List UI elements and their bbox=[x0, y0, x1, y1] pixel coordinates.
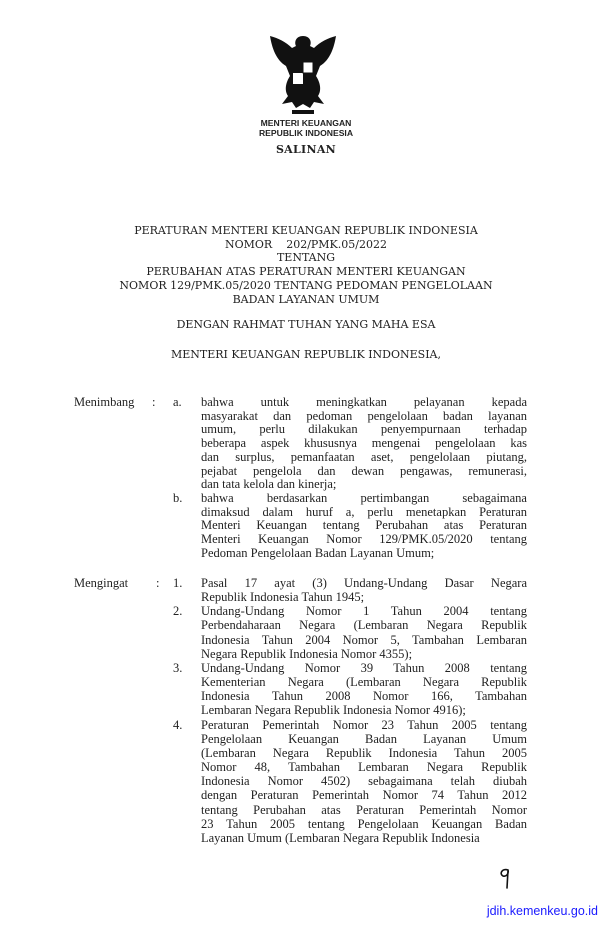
colon: : bbox=[152, 395, 156, 409]
text-line: Lembaran Negara Republik Indonesia Nomor 4916); bbox=[201, 703, 466, 718]
text-line: masyarakat dan pedoman pengelolaan badan layanan bbox=[201, 408, 527, 423]
text-line: Perbendaharaan Negara (Lembaran Negara Republik bbox=[201, 618, 527, 633]
text-line: Pengelolaan Keuangan Badan Layanan Umum bbox=[201, 731, 527, 746]
text-line: Negara Republik Indonesia Nomor 4355); bbox=[201, 646, 413, 661]
title-line: BADAN LAYANAN UMUM bbox=[232, 292, 380, 306]
item-text bbox=[201, 576, 527, 604]
authority: MENTERI KEUANGAN REPUBLIK INDONESIA, bbox=[170, 348, 442, 361]
institution-line-2: REPUBLIK INDONESIA bbox=[258, 128, 354, 138]
text-line: Undang-Undang Nomor 39 Tahun 2008 tentang bbox=[201, 660, 527, 675]
title-line: PERATURAN MENTERI KEUANGAN REPUBLIK INDONESIA bbox=[134, 224, 478, 237]
institution-line-1: MENTERI KEUANGAN bbox=[260, 118, 352, 128]
text-line: dimaksud dalam huruf a, perlu menetapkan Peraturan bbox=[201, 504, 527, 519]
salinan-stamp: SALINAN bbox=[275, 143, 337, 156]
mengingat-item bbox=[74, 576, 527, 604]
mengingat-item bbox=[74, 604, 527, 661]
paraf-initial bbox=[496, 866, 516, 892]
text-line: pejabat pengelola dan dewan pengawas, remunerasi, bbox=[201, 463, 527, 478]
mengingat-item bbox=[74, 661, 527, 718]
menimbang-label: Menimbang bbox=[74, 395, 135, 409]
text-line: (Lembaran Negara Republik Indonesia Tahun 2005 bbox=[201, 745, 527, 760]
text-line: bahwa untuk meningkatkan pelayanan kepada bbox=[201, 395, 527, 409]
text-line: 23 Tahun 2005 tentang Pengelolaan Keuangan Badan bbox=[201, 816, 527, 831]
mengingat-section bbox=[74, 576, 527, 845]
text-line: dengan Peraturan Pemerintah Nomor 74 Tahun 2012 bbox=[201, 788, 527, 803]
text-line: Republik Indonesia Tahun 1945; bbox=[201, 590, 365, 605]
text-line: Peraturan Pemerintah Nomor 23 Tahun 2005 tentang bbox=[201, 717, 527, 732]
mengingat-label: Mengingat bbox=[74, 576, 129, 590]
title-line: TENTANG bbox=[276, 251, 336, 265]
item-marker: 3. bbox=[173, 660, 183, 675]
garuda-emblem-icon bbox=[266, 32, 340, 116]
item-text bbox=[201, 396, 527, 492]
item-marker: 4. bbox=[173, 717, 183, 732]
text-line: Kementerian Negara (Lembaran Negara Republik bbox=[201, 675, 527, 690]
jdih-link[interactable]: jdih.kemenkeu.go.id bbox=[486, 904, 598, 918]
text-line: Indonesia Tahun 2008 Nomor 166, Tambahan bbox=[201, 689, 527, 704]
menimbang-item bbox=[74, 396, 527, 492]
text-line: Menteri Keuangan tentang Perubahan atas Peraturan bbox=[201, 518, 527, 533]
regulation-title bbox=[0, 224, 612, 306]
colon: : bbox=[156, 576, 160, 590]
text-line: Pasal 17 ayat (3) Undang-Undang Dasar Negara bbox=[201, 576, 527, 590]
item-text bbox=[201, 492, 527, 561]
text-line: Nomor 48, Tambahan Lembaran Negara Republik bbox=[201, 760, 527, 775]
text-line: beberapa aspek khususnya mengenai pengelolaan kas bbox=[201, 436, 527, 451]
item-marker: 1. bbox=[173, 576, 183, 590]
text-line: tentang Perubahan atas Peraturan Pemerintah Nomor bbox=[201, 802, 527, 817]
item-text bbox=[201, 661, 527, 718]
mengingat-item bbox=[74, 718, 527, 845]
menimbang-section bbox=[74, 396, 527, 560]
text-line: dan tata kelola dan kinerja; bbox=[201, 477, 337, 492]
text-line: Indonesia Nomor 4502) sebagaimana telah diubah bbox=[201, 774, 527, 789]
item-marker: b. bbox=[173, 490, 183, 505]
item-marker: a. bbox=[173, 395, 182, 409]
text-line: Menteri Keuangan Nomor 129/PMK.05/2020 tentang bbox=[201, 532, 527, 547]
title-line: NOMOR 129/PMK.05/2020 TENTANG PEDOMAN PENGELOLAAN bbox=[119, 278, 493, 292]
title-line: PERUBAHAN ATAS PERATURAN MENTERI KEUANGAN bbox=[146, 265, 466, 279]
text-line: Undang-Undang Nomor 1 Tahun 2004 tentang bbox=[201, 604, 527, 619]
text-line: umum, perlu dilakukan penyempurnaan terhadap bbox=[201, 422, 527, 437]
item-marker: 2. bbox=[173, 604, 183, 619]
text-line: dan surplus, pemanfaatan aset, pengelolaan piutang, bbox=[201, 449, 527, 464]
title-number: NOMOR 202/PMK.05/2022 bbox=[225, 237, 387, 251]
text-line: bahwa berdasarkan pertimbangan sebagaimana bbox=[201, 490, 527, 505]
item-text bbox=[201, 718, 527, 845]
text-line: Layanan Umum (Lembaran Negara Republik Indonesia bbox=[201, 830, 480, 845]
text-line: Indonesia Tahun 2004 Nomor 5, Tambahan Lembaran bbox=[201, 632, 527, 647]
text-line: Pedoman Pengelolaan Badan Layanan Umum; bbox=[201, 545, 435, 560]
menimbang-item bbox=[74, 492, 527, 561]
invocation: DENGAN RAHMAT TUHAN YANG MAHA ESA bbox=[176, 318, 436, 331]
item-text bbox=[201, 604, 527, 661]
